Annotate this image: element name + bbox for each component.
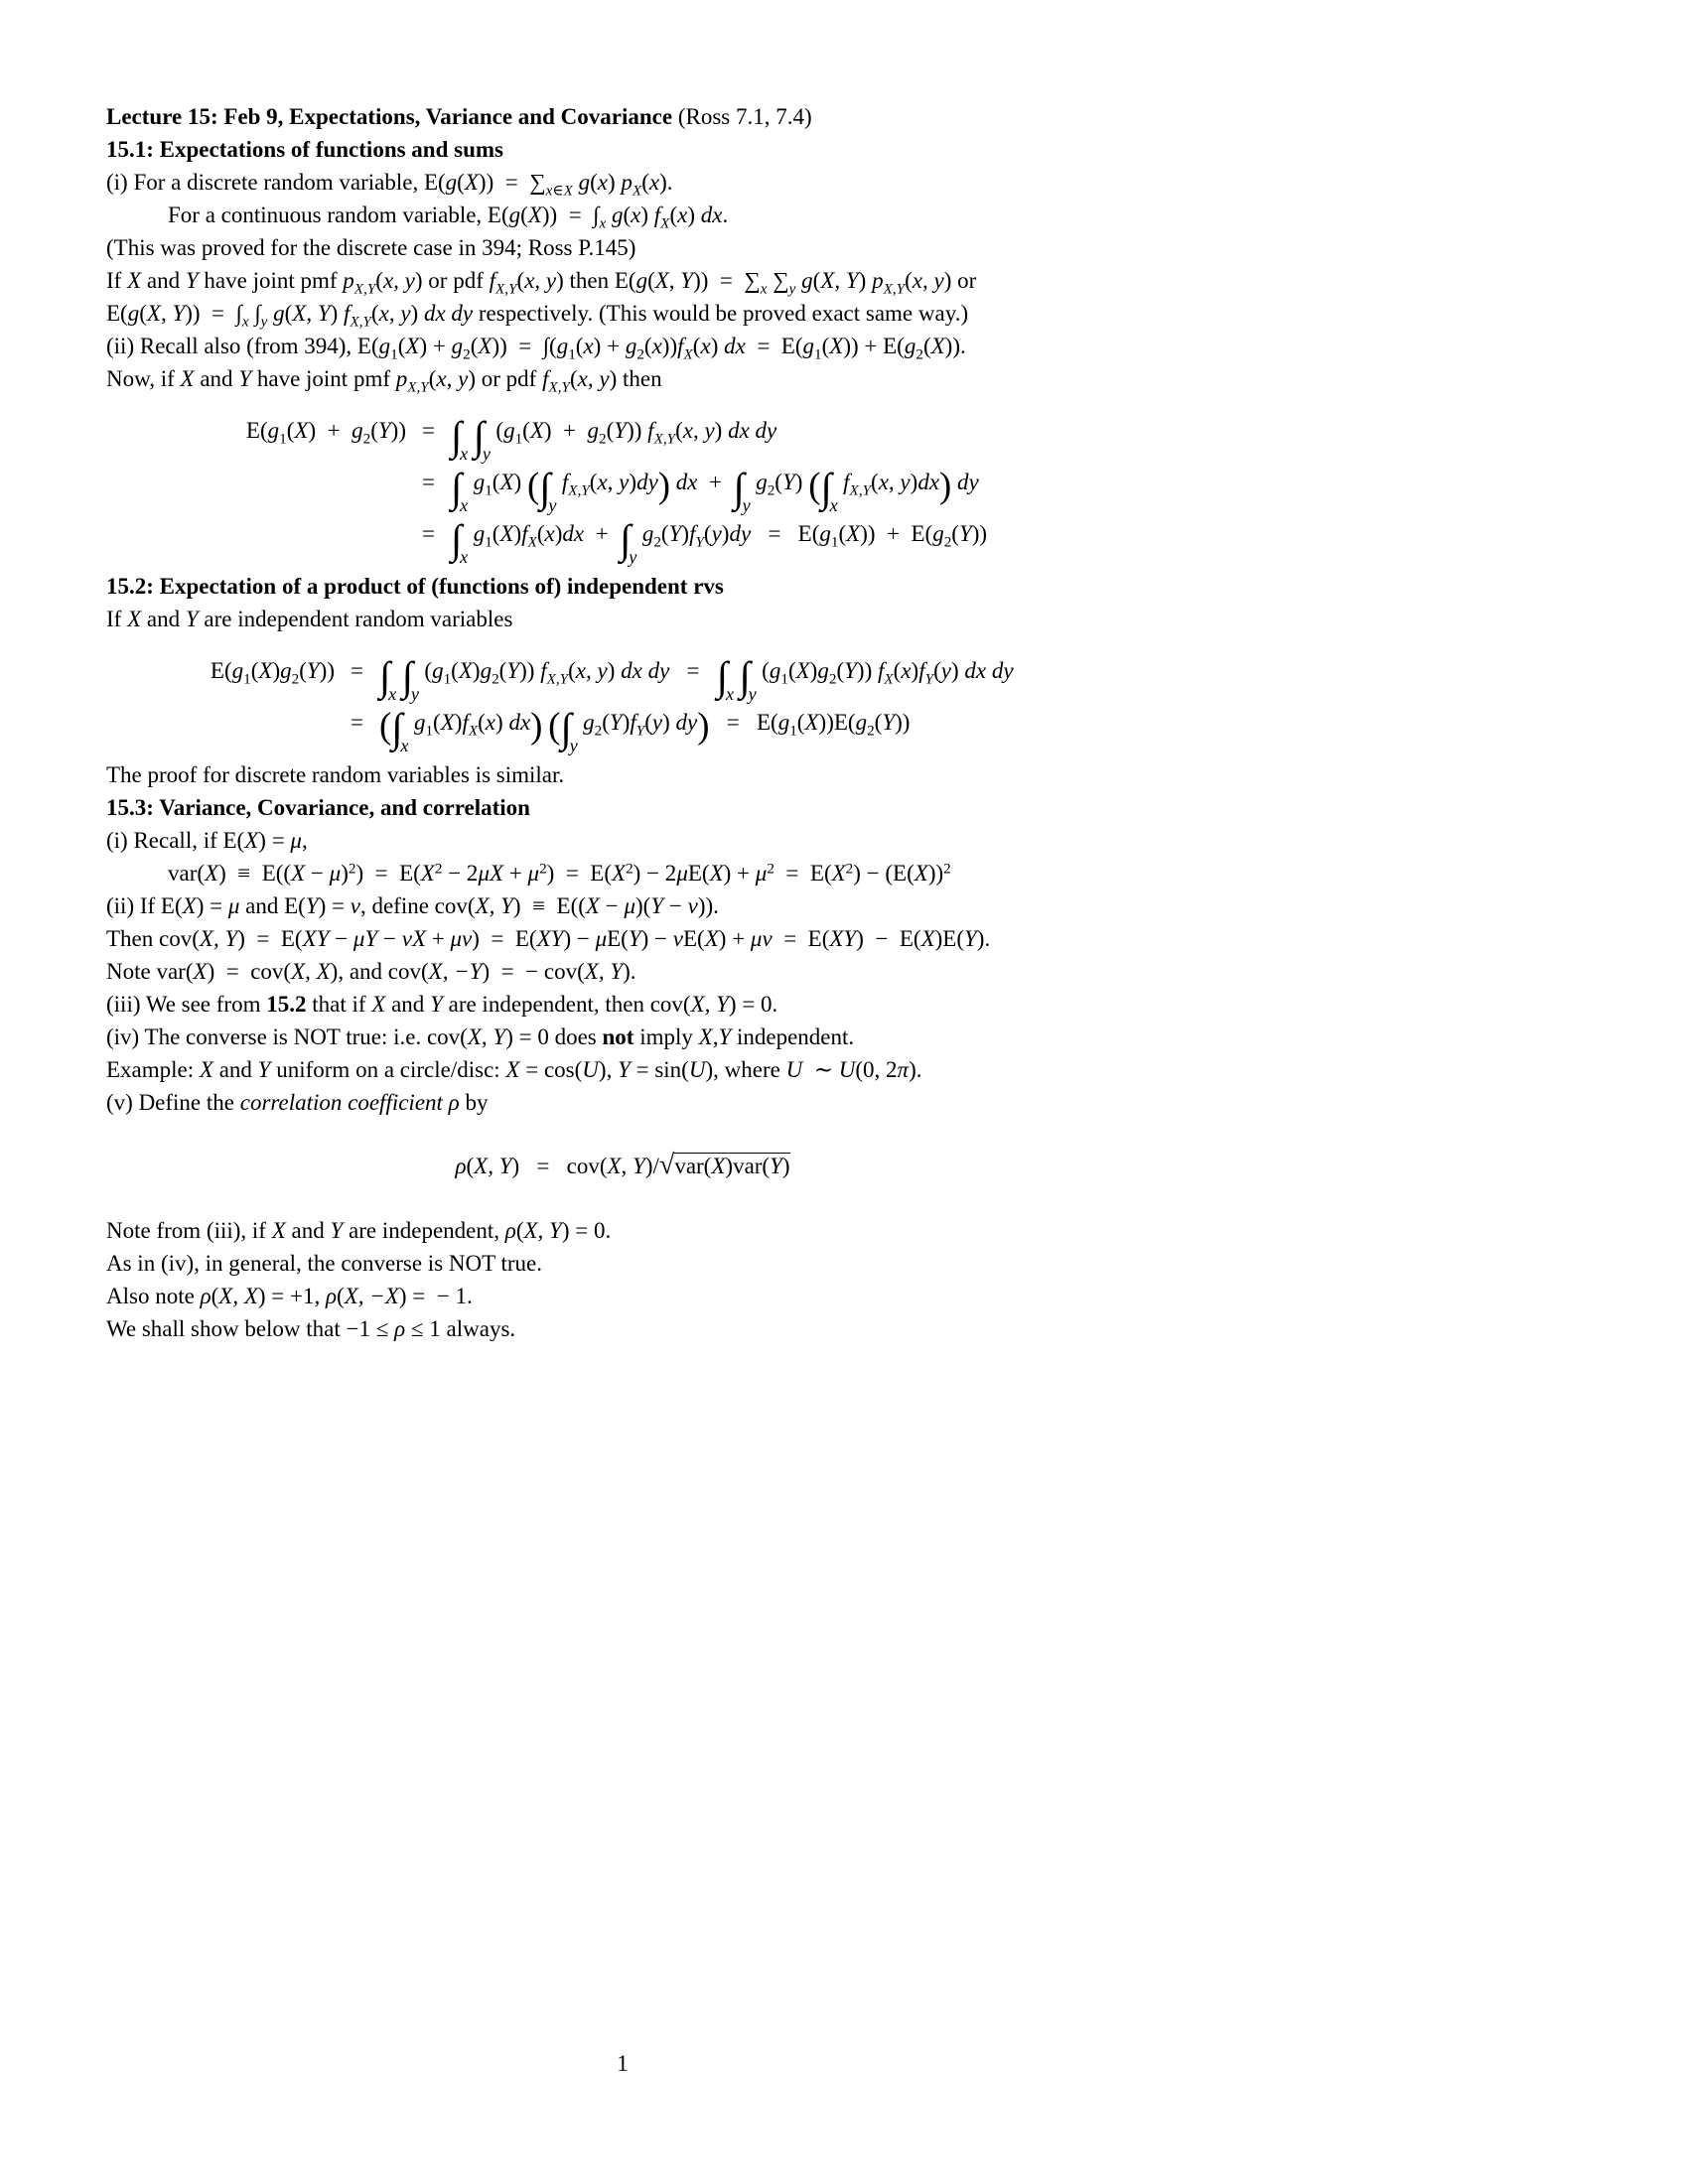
page-number: 1	[617, 2051, 629, 2076]
display-equation	[178, 405, 1139, 567]
paragraph: As in (iv), in general, the converse is NOT true.	[106, 1251, 543, 1276]
paragraph: The proof for discrete random variables is similar.	[106, 762, 565, 787]
paragraph: (iv) The converse is NOT true: i.e. cov(X, Y) = 0 does not imply X,Y independent.	[106, 1024, 855, 1049]
paragraph: (v) Define the correlation coefficient ρ by	[106, 1090, 489, 1115]
display-equation	[146, 645, 1139, 755]
equation-lhs: $E(g_1(X) + g_2(Y))$	[245, 418, 406, 448]
paragraph: Note var(X) = cov(X, X), and cov(X, −Y) = − cov(X, Y).	[106, 959, 636, 984]
section-heading: 15.3: Variance, Covariance, and correlation	[106, 795, 530, 820]
equation-rhs: $\int_xg_1(X)f_X(x)dx + \int_yg_2(Y)f_Y(y)dy = E(g_1(X)) + E(g_2(Y))$	[450, 515, 988, 567]
equation-relation: =	[422, 418, 435, 443]
lecture-title: Lecture 15: Feb 9, Expectations, Variance and Covariance (Ross 7.1, 7.4)	[106, 104, 812, 129]
paragraph: If X and Y have joint pmf $p_{X,Y}(x$, y) or pdf $f_{X,Y}(x$, y) then E(g(X, $Y)) = \sum_x$ $\sum_y$ g(X, Y) $p_{X,Y}(x$, y) or	[106, 268, 977, 298]
equation-lhs: $E(g_1(X)g_2(Y))$	[210, 658, 335, 688]
equation-relation: =	[351, 710, 363, 735]
equation-relation: =	[422, 521, 435, 546]
document-body	[106, 100, 1139, 1345]
paragraph: (iii) We see from 15.2 that if X and Y are independent, then cov(X, Y) = 0.	[106, 992, 778, 1017]
display-equation: ρ(X, Y) = cov(X, Y)/√var(X)var(Y)	[455, 1150, 790, 1180]
paragraph: Example: X and Y uniform on a circle/disc: X = cos(U), Y = sin(U), where U ∼ U(0, 2π).	[106, 1057, 922, 1082]
equation-line	[146, 645, 1139, 704]
equation-rhs: $\int_x$ $\int_y(g_1(X)g_2(Y))$ $f_{X,Y}(x$, y) dx dy = $\int_x$ $\int_y(g_1(X)g_2(Y))$ $f_X(x)f_Y(y)$ dx dy	[378, 652, 1014, 704]
paragraph: We shall show below that −1 ≤ ρ ≤ 1 always.	[106, 1316, 516, 1341]
equation-rhs: $\int_xg_1(X)$ ($\int_yf_{X,Y}(x$, y)dy) dx + $\int_yg_2(Y)$ ($\int_xf_{X,Y}(x$, y)dx) dy	[450, 464, 979, 515]
paragraph: Note from (iii), if X and Y are independent, ρ(X, Y) = 0.	[106, 1218, 612, 1243]
paragraph: Now, if X and Y have joint pmf $p_{X,Y}(x$, y) or pdf $f_{X,Y}(x$, y) then	[106, 366, 662, 396]
paragraph: (i) For a discrete random variable, $E(g(X)) = \sum_{x\in X}$ g(x) $p_X(x)$.	[106, 170, 673, 200]
paragraph: (i) Recall, if E(X) = μ,	[106, 828, 308, 853]
paragraph: Then cov(X, Y) = E(XY − μY − νX + μν) = E(XY) − μE(Y) − νE(X) + μν = E(XY) − E(X)E(Y).	[106, 926, 991, 951]
paragraph: If X and Y are independent random variables	[106, 607, 513, 631]
paragraph: Also note ρ(X, X) = +1, ρ(X, −X) = − 1.	[106, 1284, 473, 1308]
equation-relation: =	[351, 658, 363, 683]
equation-rhs: $\int_x$ $\int_y(g_1(X) + g_2(Y))$ $f_{X,Y}(x$, y) dx dy	[450, 412, 777, 464]
equation-relation: =	[422, 470, 435, 494]
equation-rhs: ($\int_xg_1(X)f_X(x)$ dx) $(\int_yg_2(Y)f_Y(y) dy) = E(g_1(X))E(g_2(Y))$	[378, 704, 911, 755]
section-heading: 15.2: Expectation of a product of (functions of) independent rvs	[106, 574, 724, 599]
paragraph: (ii) Recall also (from 394), $E(g_1(X) + g_2(X)) = \int(g_1(x) + g_2(x))f_X(x)$ dx = $E(g_1(X)) + E(g_2(X))$.	[106, 334, 966, 363]
equation-line	[146, 697, 1139, 755]
equation-line	[178, 508, 1139, 567]
paragraph: (ii) If E(X) = μ and E(Y) = ν, define cov(X, Y) ≡ E((X − μ)(Y − ν)).	[106, 893, 719, 918]
paragraph-indented: $var(X) \equiv E((X - \mu)^2) = E(X^2 - 2\mu X + \mu^2) = E(X^2) - 2\mu E(X) + \mu^2 = E(X^2) - (E(X))^2$	[168, 860, 951, 886]
equation-line	[178, 457, 1139, 515]
equation-line	[178, 405, 1139, 464]
section-heading: 15.1: Expectations of functions and sums	[106, 137, 503, 162]
paragraph: E(g(X, $Y)) = \int_x$ $\int_y$ g(X, Y) $f_{X,Y}(x$, y) dx dy respectively. (This would be proved exact same way.)	[106, 301, 969, 331]
paragraph: (This was proved for the discrete case in 394; Ross P.145)	[106, 235, 636, 260]
paragraph-indented: For a continuous random variable, $E(g(X)) = \int_x$ g(x) $f_X(x)$ dx.	[168, 203, 729, 232]
